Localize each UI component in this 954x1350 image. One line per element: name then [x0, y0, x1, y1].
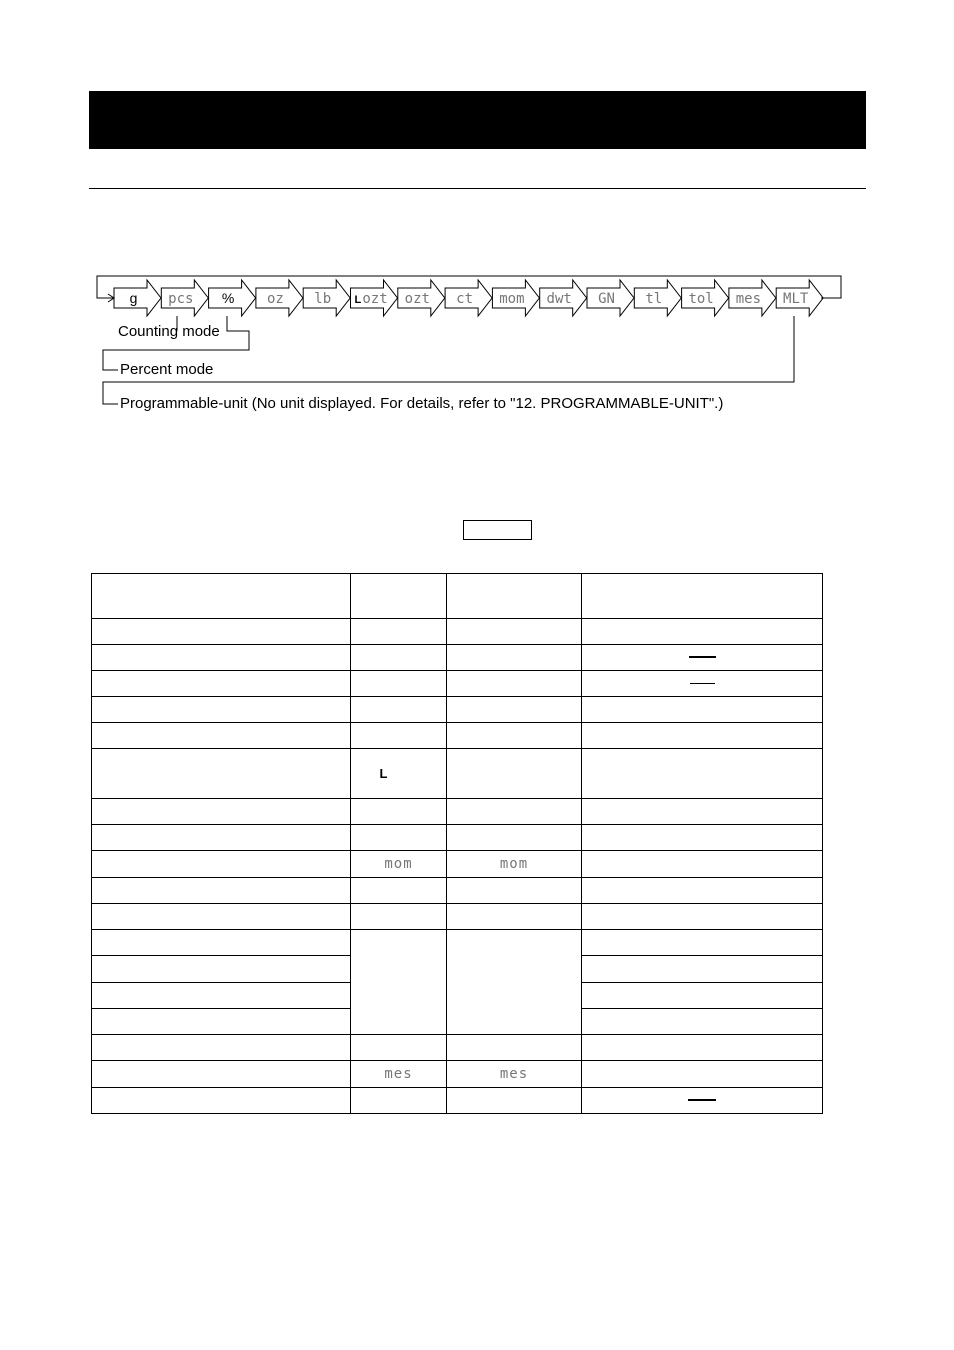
unit-label: mes	[735, 291, 762, 307]
table-cell-display: mes	[384, 1066, 413, 1082]
unit-label: mom	[499, 291, 525, 307]
table-row	[92, 904, 823, 930]
counting-mode-label: Counting mode	[118, 323, 220, 340]
table-row	[92, 878, 823, 904]
unit-label: ozt	[404, 291, 430, 307]
unit-label: tol	[688, 291, 714, 307]
fraction-bar	[689, 656, 716, 658]
table-cell-display: mes	[499, 1066, 529, 1082]
programmable-unit-label: Programmable-unit (No unit displayed. For details, refer to "12. PROGRAMMABLE-UNIT".)	[120, 395, 724, 412]
unit-label: MLT	[783, 291, 809, 307]
unit-label: tl	[645, 291, 663, 307]
table-row	[92, 825, 823, 851]
table-header-row	[92, 574, 823, 619]
table-row	[92, 851, 823, 878]
fraction-bar	[688, 1099, 716, 1101]
unit-sequence-diagram	[0, 0, 954, 420]
unit-label: pcs	[168, 291, 194, 307]
fraction-bar	[690, 683, 715, 684]
table-row	[92, 697, 823, 723]
unit-arrow	[114, 280, 161, 316]
unit-prefix: L	[354, 294, 362, 306]
unit-table	[91, 573, 823, 1114]
table-cell-display: mom	[499, 856, 529, 872]
key-box	[463, 520, 532, 540]
unit-label: ct	[456, 291, 474, 307]
unit-label: %	[221, 290, 235, 306]
table-row	[92, 1088, 823, 1114]
percent-mode-label: Percent mode	[120, 361, 214, 378]
table-cell-display: L	[379, 765, 388, 781]
table-row	[92, 799, 823, 825]
unit-label: lb	[314, 291, 332, 307]
table-row	[92, 1061, 823, 1088]
table-row	[92, 930, 823, 956]
unit-label: dwt	[546, 291, 572, 307]
table-row	[92, 619, 823, 645]
table-row	[92, 723, 823, 749]
unit-label: GN	[598, 291, 615, 307]
table-row	[92, 1035, 823, 1061]
unit-label: g	[129, 290, 138, 306]
table-row	[92, 671, 823, 697]
table-row	[92, 749, 823, 799]
unit-label: ozt	[362, 291, 388, 307]
table-cell-display: mom	[384, 856, 413, 872]
unit-label: oz	[266, 291, 284, 307]
table-row	[92, 645, 823, 671]
